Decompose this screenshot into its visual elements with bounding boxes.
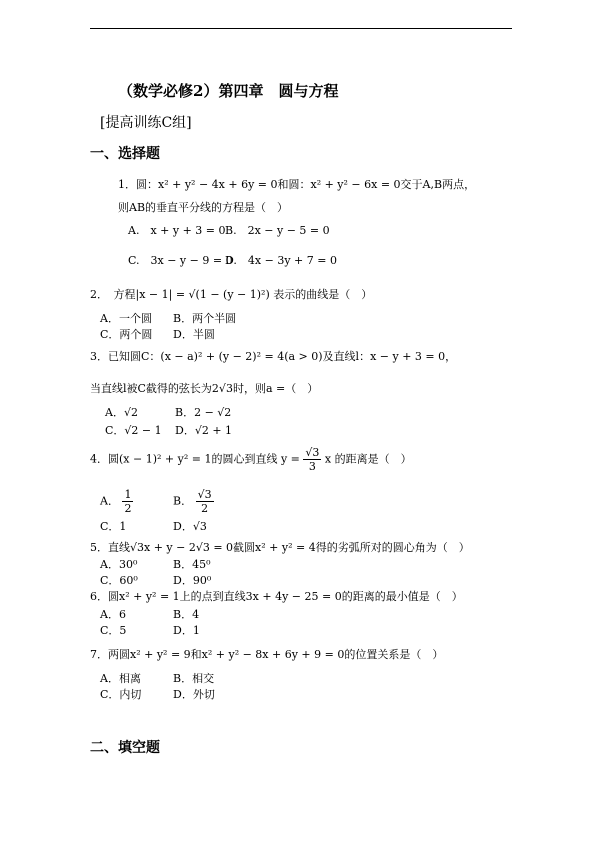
question-4-option-b-label: B． <box>173 494 193 508</box>
question-6-option-a: A．6 <box>100 608 126 621</box>
question-5-stem: 5．直线√3x + y − 2√3 = 0截圆x² + y² = 4得的劣弧所对的圆心角为（ ） <box>90 541 470 554</box>
question-4-option-b <box>173 488 214 515</box>
question-4-option-a-denominator: 2 <box>124 502 132 515</box>
question-4-option-a <box>100 488 133 515</box>
question-6-option-d: D．1 <box>173 624 200 637</box>
question-4-option-c: C．1 <box>100 520 127 533</box>
section-fill-heading: 二、填空题 <box>90 740 160 756</box>
question-5-option-c: C．60⁰ <box>100 574 138 587</box>
question-1-stem-cont: 则AB的垂直平分线的方程是（ ） <box>118 201 289 214</box>
question-4-fraction-numerator: √3 <box>305 446 320 459</box>
question-1-option-a: A. x + y + 3 = 0 <box>128 224 226 237</box>
question-4-option-b-denominator: 2 <box>201 502 209 515</box>
section-choice-heading: 一、选择题 <box>90 146 160 162</box>
question-7-option-a: A．相离 <box>100 672 141 685</box>
question-2-stem: 2． 方程|x − 1| = √(1 − (y − 1)²) 表示的曲线是（ ） <box>90 288 373 301</box>
question-2-option-a: A．一个圆 <box>100 312 152 325</box>
question-3-stem-cont: 当直线l被C截得的弦长为2√3时，则a =（ ） <box>90 382 319 395</box>
question-1-stem: 1．圆：x² + y² − 4x + 6y = 0和圆：x² + y² − 6x = 0交于A,B两点， <box>118 178 476 191</box>
question-7-option-b: B．相交 <box>173 672 215 685</box>
question-1-option-c: C. 3x − y − 9 = 0 <box>128 254 233 267</box>
question-4-stem-pre: 4．圆(x − 1)² + y² = 1的圆心到直线 y = <box>90 452 300 466</box>
question-7-option-c: C．内切 <box>100 688 142 701</box>
question-4-fraction-denominator: 3 <box>308 460 316 473</box>
question-3-option-a: A．√2 <box>105 406 138 419</box>
question-3-option-b: B．2 − √2 <box>175 406 232 419</box>
question-4-option-a-label: A． <box>100 494 119 508</box>
page-title: （数学必修2）第四章 圆与方程 <box>118 82 339 100</box>
question-6-option-b: B．4 <box>173 608 200 621</box>
question-4-option-a-fraction <box>122 488 133 515</box>
question-2-option-b: B．两个半圆 <box>173 312 237 325</box>
top-rule <box>90 28 512 29</box>
question-6-stem: 6．圆x² + y² = 1上的点到直线3x + 4y − 25 = 0的距离的最小值是（ ） <box>90 590 463 603</box>
question-3-option-c: C．√2 − 1 <box>105 424 162 437</box>
question-5-option-d: D．90⁰ <box>173 574 212 587</box>
question-6-option-c: C．5 <box>100 624 127 637</box>
question-3-option-d: D．√2 + 1 <box>175 424 233 437</box>
question-4-option-b-numerator: √3 <box>197 488 212 501</box>
question-7-stem: 7．两圆x² + y² = 9和x² + y² − 8x + 6y + 9 = 0的位置关系是（ ） <box>90 648 444 661</box>
question-5-option-a: A．30⁰ <box>100 558 138 571</box>
question-3-stem: 3．已知圆C：(x − a)² + (y − 2)² = 4(a > 0)及直线l：x − y + 3 = 0， <box>90 350 457 363</box>
question-2-option-d: D．半圆 <box>173 328 215 341</box>
question-2-option-c: C．两个圆 <box>100 328 153 341</box>
question-1-option-b: B. 2x − y − 5 = 0 <box>225 224 330 237</box>
question-4-option-b-fraction <box>196 488 214 515</box>
group-label: [提高训练C组] <box>100 115 192 131</box>
question-7-option-d: D．外切 <box>173 688 215 701</box>
question-4-stem-post: x 的距离是（ ） <box>324 452 412 466</box>
question-4-option-d: D．√3 <box>173 520 207 533</box>
question-4-option-a-numerator: 1 <box>124 488 132 501</box>
question-4-stem <box>90 446 412 473</box>
question-4-fraction <box>303 446 321 473</box>
question-1-option-d: D. 4x − 3y + 7 = 0 <box>225 254 337 267</box>
question-5-option-b: B．45⁰ <box>173 558 211 571</box>
